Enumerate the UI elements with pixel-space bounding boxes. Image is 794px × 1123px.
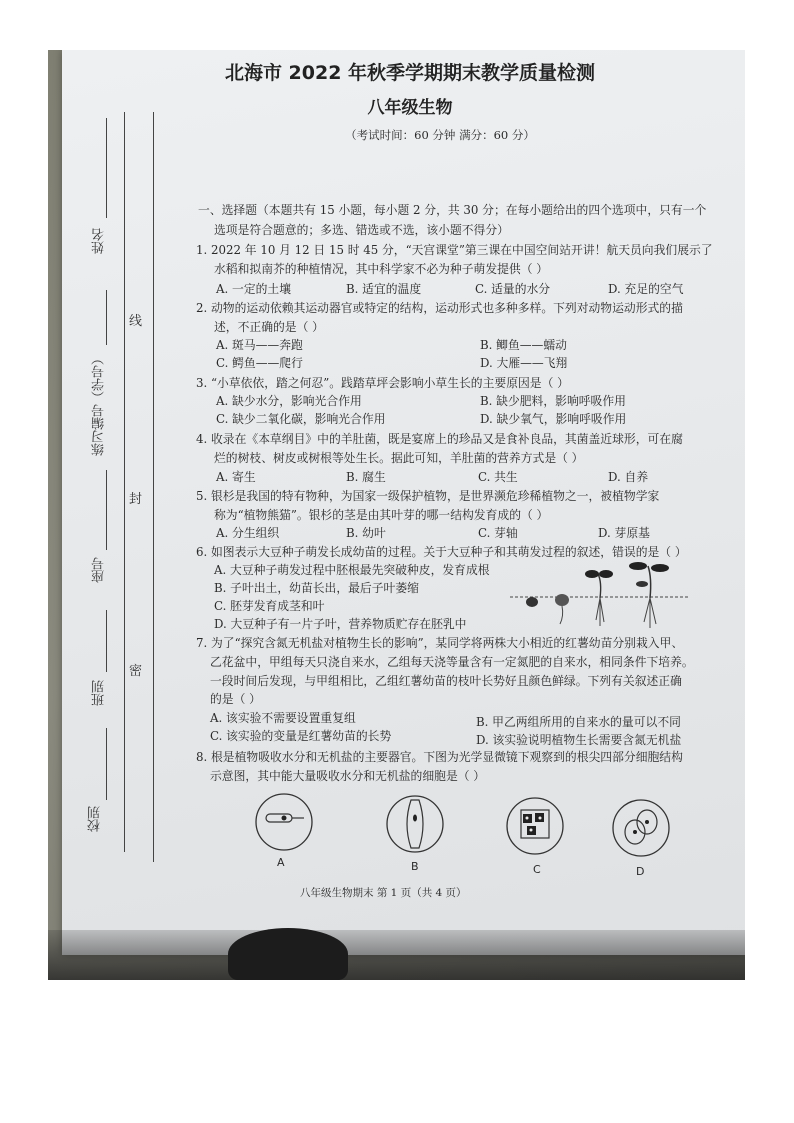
bottom-shadow <box>48 930 745 980</box>
seal-mi-char: 密 <box>129 664 143 679</box>
q4-stem-cont: 烂的树枝、树皮或树根等处生长。据此可知，羊肚菌的营养方式是（ ） <box>214 451 584 465</box>
q6-stem: 6. 如图表示大豆种子萌发长成幼苗的过程。关于大豆种子和其萌发过程的叙述，错误的是（ ） <box>196 545 687 559</box>
cell-c-label: C <box>533 863 541 876</box>
cell-c-diagram[interactable] <box>505 796 565 856</box>
seat-label: 座号 <box>92 557 107 583</box>
q8-stem-cont: 示意图，其中能大量吸收水分和无机盐的细胞是（ ） <box>210 769 486 783</box>
section-heading: 一、选择题（本题共有 15 小题，每小题 2 分，共 30 分；在每小题给出的四个选项中，只有一个 <box>198 203 707 217</box>
q1-option-c[interactable]: C. 适量的水分 <box>475 282 551 296</box>
q5-option-b[interactable]: B. 幼叶 <box>346 526 386 540</box>
section-heading-cont: 选项是符合题意的；多选、错选或不选，该小题不得分） <box>214 223 509 237</box>
q6-option-d[interactable]: D. 大豆种子有一片子叶，营养物质贮存在胚乳中 <box>214 617 467 631</box>
seal-feng-char: 封 <box>129 492 143 507</box>
q4-option-c[interactable]: C. 共生 <box>478 470 518 484</box>
name-label: 姓名 <box>92 228 107 254</box>
q4-option-d[interactable]: D. 自养 <box>608 470 649 484</box>
student-id-label: 练习编号（学号） <box>92 352 107 456</box>
q7-stem-cont1: 乙花盆中，甲组每天只浇自来水，乙组每天浇等量含有一定氮肥的自来水，相同条件下培养。 <box>210 655 694 669</box>
q2-option-b[interactable]: B. 鲫鱼——蠕动 <box>480 338 567 352</box>
id-blank <box>106 290 107 345</box>
page-footer: 八年级生物期末 第 1 页（共 4 页） <box>300 887 467 899</box>
q2-stem: 2. 动物的运动依赖其运动器官或特定的结构，运动形式也多种多样。下列对动物运动形式的描 <box>196 301 683 315</box>
class-label: 班别 <box>92 680 107 706</box>
q2-option-a[interactable]: A. 斑马——奔跑 <box>216 338 303 352</box>
exam-subtitle: 八年级生物 <box>367 98 453 118</box>
q6-option-a[interactable]: A. 大豆种子萌发过程中胚根最先突破种皮，发育成根 <box>214 563 490 577</box>
q4-option-b[interactable]: B. 腐生 <box>346 470 386 484</box>
q7-stem-cont2: 一段时间后发现，与甲组相比，乙组红薯幼苗的枝叶长势好且颜色鲜绿。下列有关叙述正确 <box>210 674 682 688</box>
cell-d-diagram[interactable] <box>611 798 671 858</box>
q7-option-c[interactable]: C. 该实验的变量是红薯幼苗的长势 <box>210 729 392 743</box>
q5-option-d[interactable]: D. 芽原基 <box>598 526 650 540</box>
q8-stem: 8. 根是植物吸收水分和无机盐的主要器官。下图为光学显微镜下观察到的根尖四部分细胞结构 <box>196 750 683 764</box>
seal-line-char: 线 <box>129 314 143 329</box>
cell-a-label: A <box>277 856 285 869</box>
q3-option-d[interactable]: D. 缺少氧气，影响呼吸作用 <box>480 412 627 426</box>
seed-germination-figure <box>510 560 690 630</box>
q2-option-c[interactable]: C. 鳄鱼——爬行 <box>216 356 303 370</box>
cell-a-diagram[interactable] <box>254 792 314 852</box>
q2-option-d[interactable]: D. 大雁——飞翔 <box>480 356 568 370</box>
q5-stem-cont: 称为“植物熊猫”。银杉的茎是由其叶芽的哪一结构发育成的（ ） <box>214 508 549 522</box>
q5-stem: 5. 银杉是我国的特有物种，为国家一级保护植物，是世界濒危珍稀植物之一，被植物学家 <box>196 489 660 503</box>
cell-b-diagram[interactable] <box>385 794 445 854</box>
q1-option-d[interactable]: D. 充足的空气 <box>608 282 684 296</box>
q7-option-b[interactable]: B. 甲乙两组所用的自来水的量可以不同 <box>476 715 681 729</box>
q1-option-b[interactable]: B. 适宜的温度 <box>346 282 422 296</box>
q4-stem: 4. 收录在《本草纲目》中的羊肚菌，既是宴席上的珍品又是食补良品，其菌盖近球形，可在腐 <box>196 432 683 446</box>
q3-option-c[interactable]: C. 缺少二氧化碳，影响光合作用 <box>216 412 386 426</box>
class-blank <box>106 610 107 672</box>
cell-d-label: D <box>636 865 645 878</box>
q5-option-c[interactable]: C. 芽轴 <box>478 526 518 540</box>
q1-option-a[interactable]: A. 一定的土壤 <box>216 282 292 296</box>
school-label: 校别 <box>88 806 103 832</box>
margin-line-outer <box>124 112 125 852</box>
q5-option-a[interactable]: A. 分生组织 <box>216 526 280 540</box>
name-blank <box>106 118 107 218</box>
q6-option-b[interactable]: B. 子叶出土，幼苗长出，最后子叶萎缩 <box>214 581 419 595</box>
q7-stem: 7. 为了“探究含氮无机盐对植物生长的影响”，某同学将两株大小相近的红薯幼苗分别栽入甲、 <box>196 636 684 650</box>
q1-stem-cont: 水稻和拟南芥的种植情况，其中科学家不必为种子萌发提供（ ） <box>214 262 549 276</box>
cell-b-label: B <box>411 860 419 873</box>
shoe-shape <box>228 928 348 980</box>
school-blank <box>106 728 107 800</box>
q1-stem: 1. 2022 年 10 月 12 日 15 时 45 分，“天宫课堂”第三课在中国空间站开讲！航天员向我们展示了 <box>196 243 713 257</box>
q2-stem-cont: 述，不正确的是（ ） <box>214 320 324 334</box>
q4-option-a[interactable]: A. 寄生 <box>216 470 256 484</box>
seat-blank <box>106 470 107 550</box>
q3-stem: 3. “小草依依，踏之何忍”。践踏草坪会影响小草生长的主要原因是（ ） <box>196 376 569 390</box>
exam-title: 北海市 2022 年秋季学期期末教学质量检测 <box>224 62 596 84</box>
q3-option-a[interactable]: A. 缺少水分，影响光合作用 <box>216 394 362 408</box>
margin-line-inner <box>153 112 154 862</box>
q3-option-b[interactable]: B. 缺少肥料，影响呼吸作用 <box>480 394 626 408</box>
q7-stem-cont3: 的是（ ） <box>210 692 261 706</box>
q6-option-c[interactable]: C. 胚芽发育成茎和叶 <box>214 599 325 613</box>
q7-option-a[interactable]: A. 该实验不需要设置重复组 <box>210 711 356 725</box>
exam-info: （考试时间：60 分钟 满分：60 分） <box>345 128 535 142</box>
q7-option-d[interactable]: D. 该实验说明植物生长需要含氮无机盐 <box>476 733 682 747</box>
